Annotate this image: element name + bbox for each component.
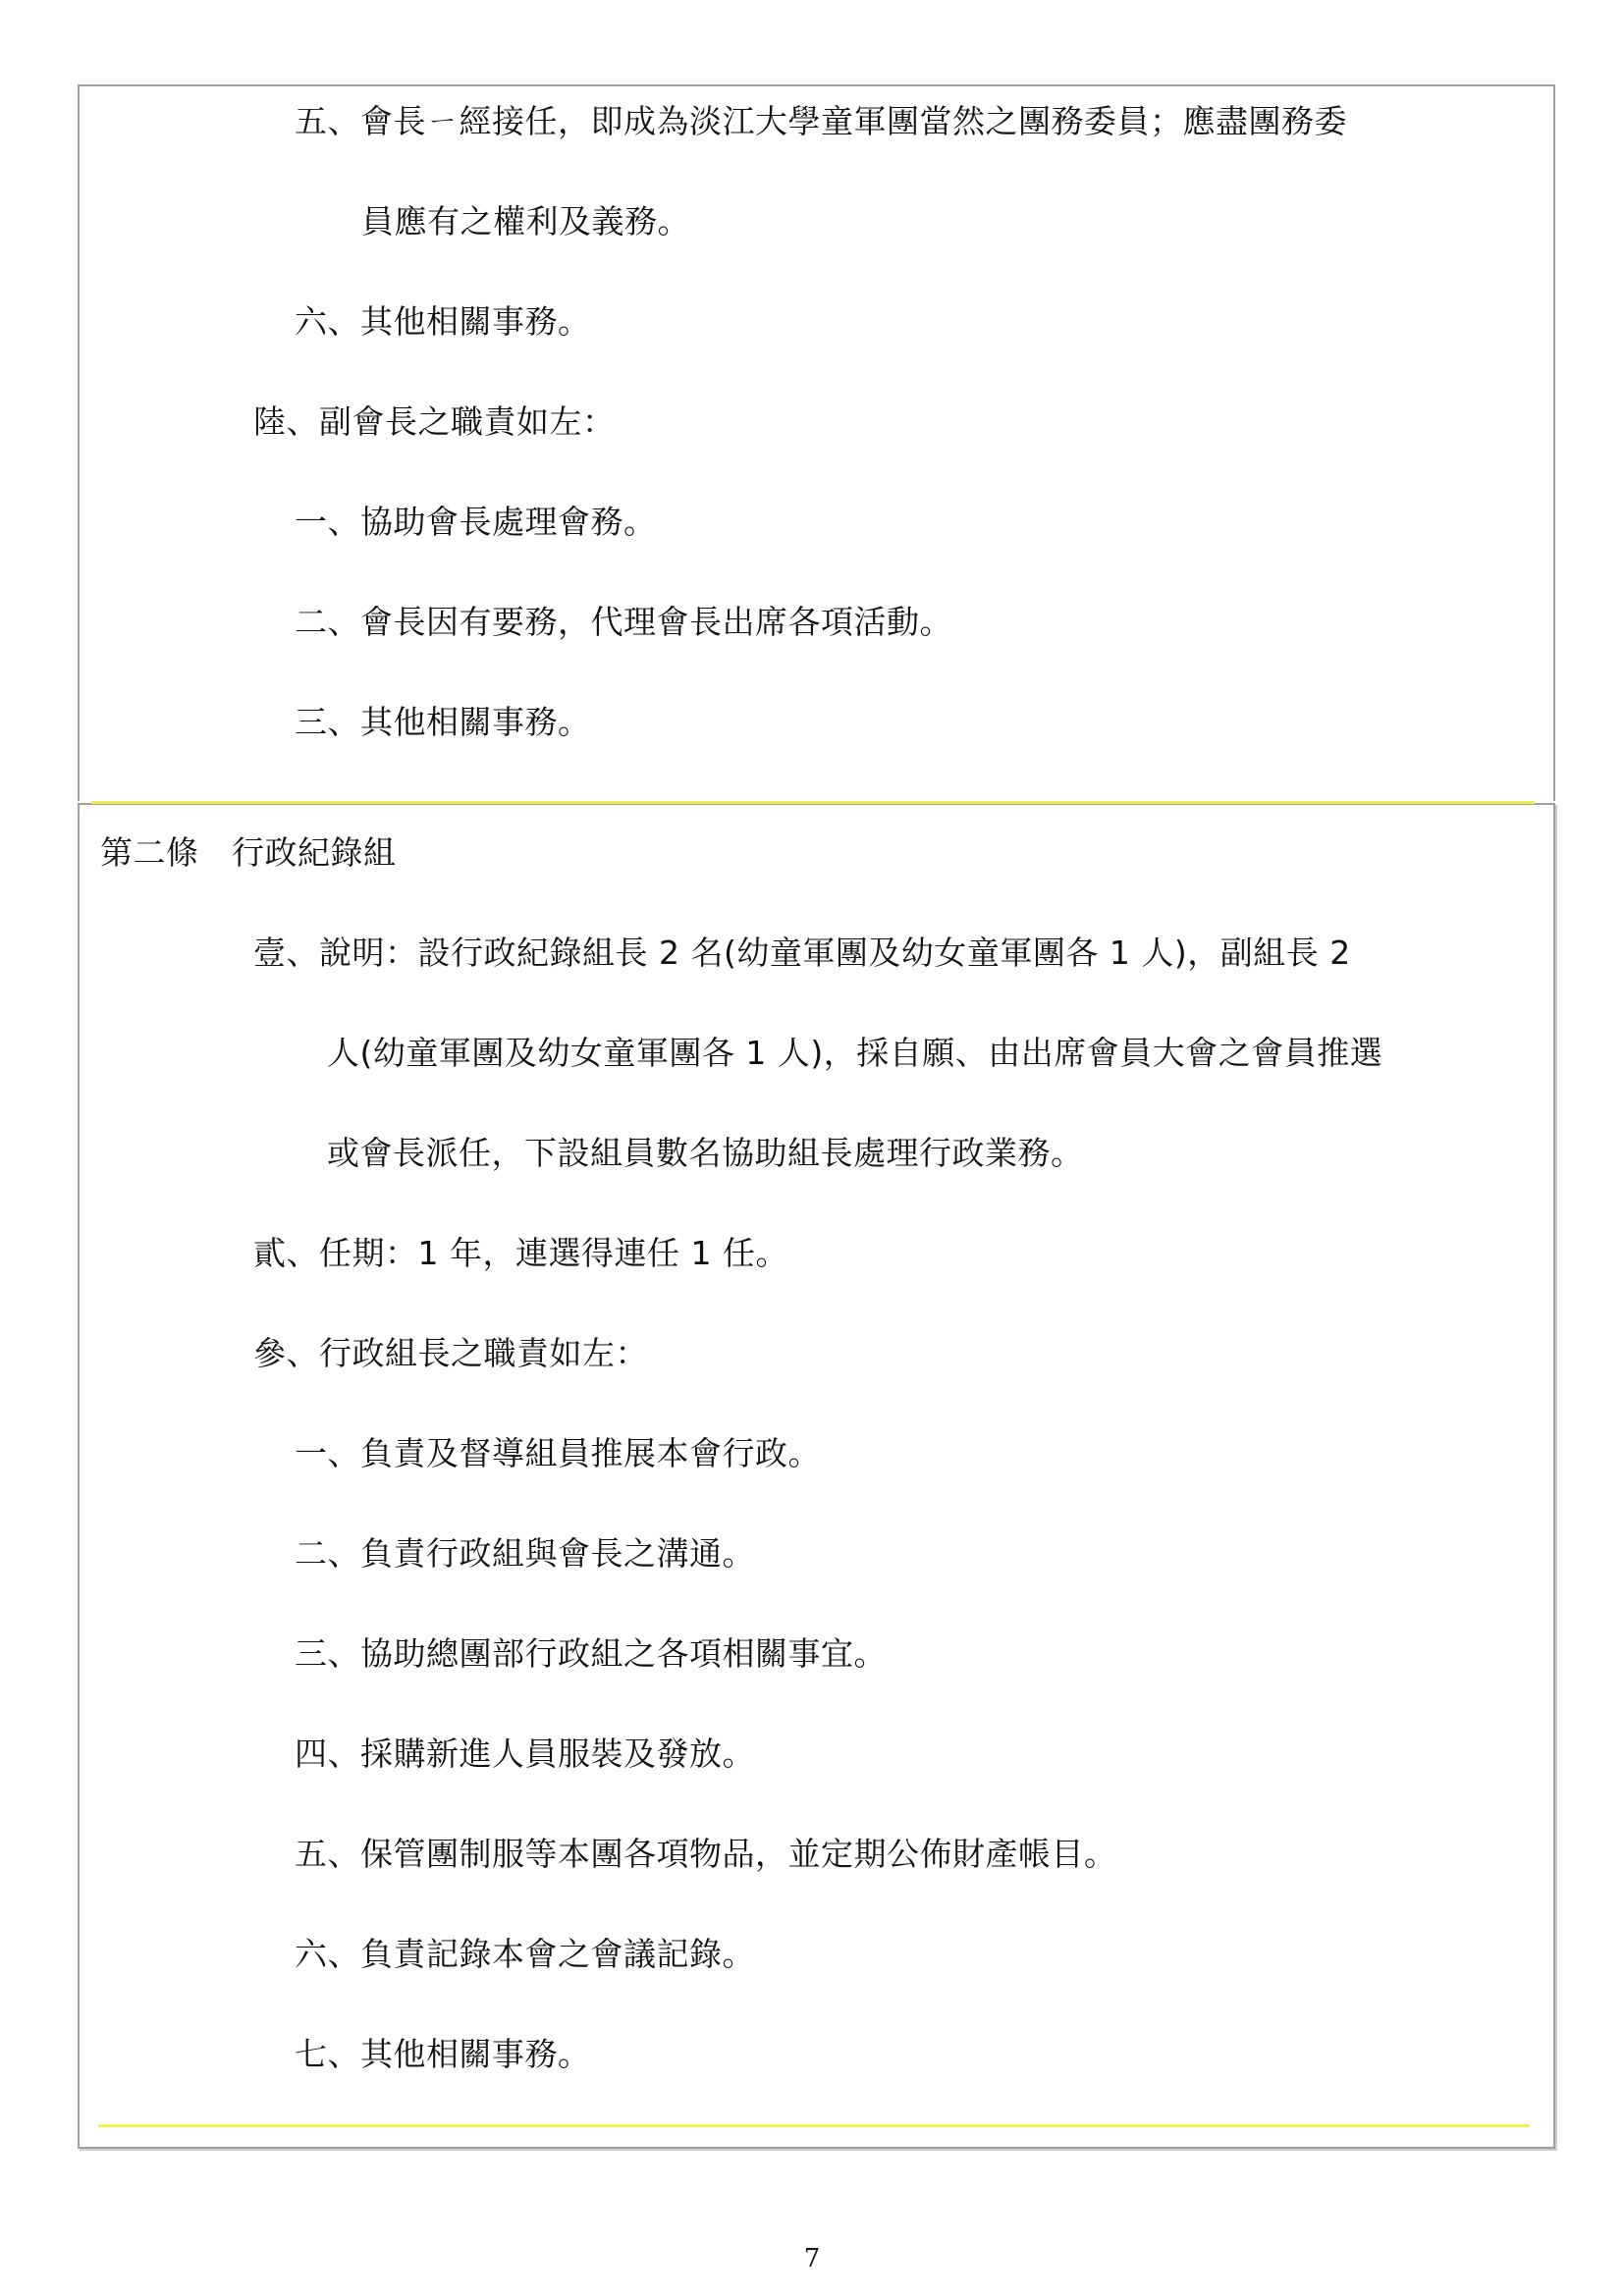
text-line: 參、行政組長之職責如左：	[253, 1334, 648, 1372]
text-line: 貳、任期：1 年，連選得連任 1 任。	[253, 1234, 788, 1272]
page-number: 7	[803, 2244, 821, 2273]
text-line: 七、其他相關事務。	[295, 2035, 591, 2073]
text-line: 陸、副會長之職責如左：	[253, 402, 616, 441]
text-line: 四、採購新進人員服裝及發放。	[295, 1735, 755, 1773]
text-line: 或會長派任，下設組員數名協助組長處理行政業務。	[327, 1134, 1084, 1172]
separator-line	[98, 2124, 1530, 2127]
text-line: 壹、說明：設行政紀錄組長 2 名(幼童軍團及幼女童軍團各 1 人)，副組長 2	[253, 934, 1351, 972]
separator-line	[91, 801, 1535, 804]
text-line: 一、協助會長處理會務。	[295, 503, 657, 541]
text-line: 二、負責行政組與會長之溝通。	[295, 1534, 755, 1573]
text-line: 二、會長因有要務，代理會長出席各項活動。	[295, 603, 952, 641]
text-line: 五、會長ㄧ經接任，即成為淡江大學童軍團當然之團務委員；應盡團務委	[295, 102, 1347, 140]
text-line: 一、負責及督導組員推展本會行政。	[295, 1434, 821, 1472]
article-heading: 第二條 行政紀錄組	[100, 833, 397, 872]
text-line: 六、其他相關事務。	[295, 302, 591, 341]
text-line: 人(幼童軍團及幼女童軍團各 1 人)，採自願、由出席會員大會之會員推選	[327, 1034, 1383, 1072]
text-line: 六、負責記錄本會之會議記錄。	[295, 1935, 755, 1973]
text-line: 員應有之權利及義務。	[361, 202, 690, 240]
text-line: 五、保管團制服等本團各項物品，並定期公佈財產帳目。	[295, 1835, 1117, 1873]
text-line: 三、協助總團部行政組之各項相關事宜。	[295, 1634, 887, 1673]
text-line: 三、其他相關事務。	[295, 703, 591, 741]
